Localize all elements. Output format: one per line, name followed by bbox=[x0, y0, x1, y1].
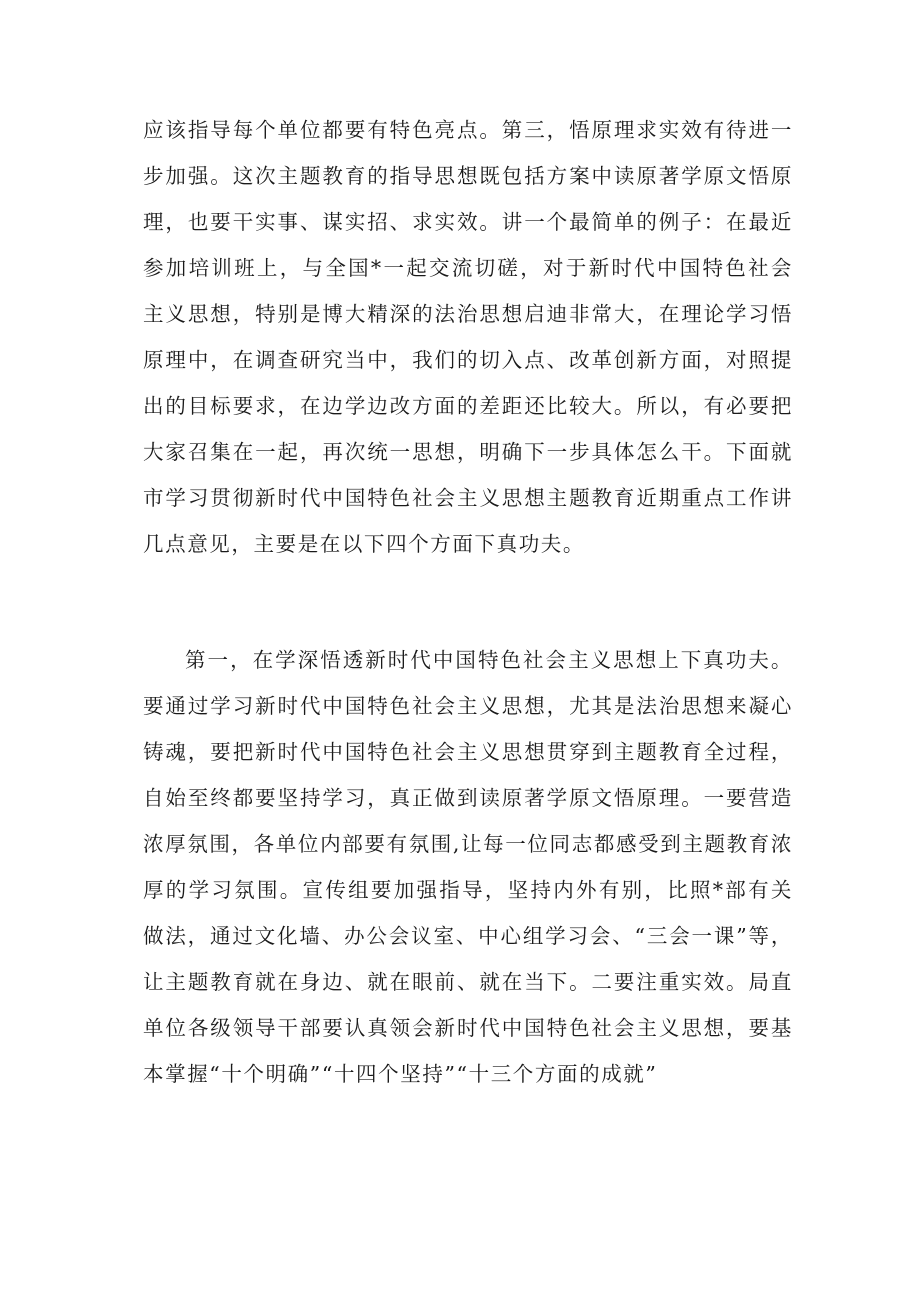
body-paragraph-1: 应该指导每个单位都要有特色亮点。第三，悟原理求实效有待进一步加强。这次主题教育的指导思想既包括方案中读原著学原文悟原理，也要干实事、谋实招、求实效。讲一个最简单的例子：在最近参加培训班上，与全国*一起交流切磋，对于新时代中国特色社会主义思想，特别是博大精深的法治思想启迪非常大，在理论学习悟原理中，在调查研究当中，我们的切入点、改革创新方面，对照提出的目标要求，在边学边改方面的差距还比较大。所以，有必要把大家召集在一起，再次统一思想，明确下一步具体怎么干。下面就市学习贯彻新时代中国特色社会主义思想主题教育近期重点工作讲几点意见，主要是在以下四个方面下真功夫。 bbox=[143, 118, 793, 556]
body-paragraph-2: 第一，在学深悟透新时代中国特色社会主义思想上下真功夫。要通过学习新时代中国特色社会主义思想，尤其是法治思想来凝心铸魂，要把新时代中国特色社会主义思想贯穿到主题教育全过程，自始至终都要坚持学习，真正做到读原著学原文悟原理。一要营造浓厚氛围，各单位内部要有氛围,让每一位同志都感受到主题教育浓厚的学习氛围。宣传组要加强指导，坚持内外有别，比照*部有关做法，通过文化墙、办公会议室、中心组学习会、“三会一课”等，让主题教育就在身边、就在眼前、就在当下。二要注重实效。局直单位各级领导干部要认真领会新时代中国特色社会主义思想，要基本掌握“十个明确”“十四个坚持”“十三个方面的成就” bbox=[143, 648, 793, 1086]
